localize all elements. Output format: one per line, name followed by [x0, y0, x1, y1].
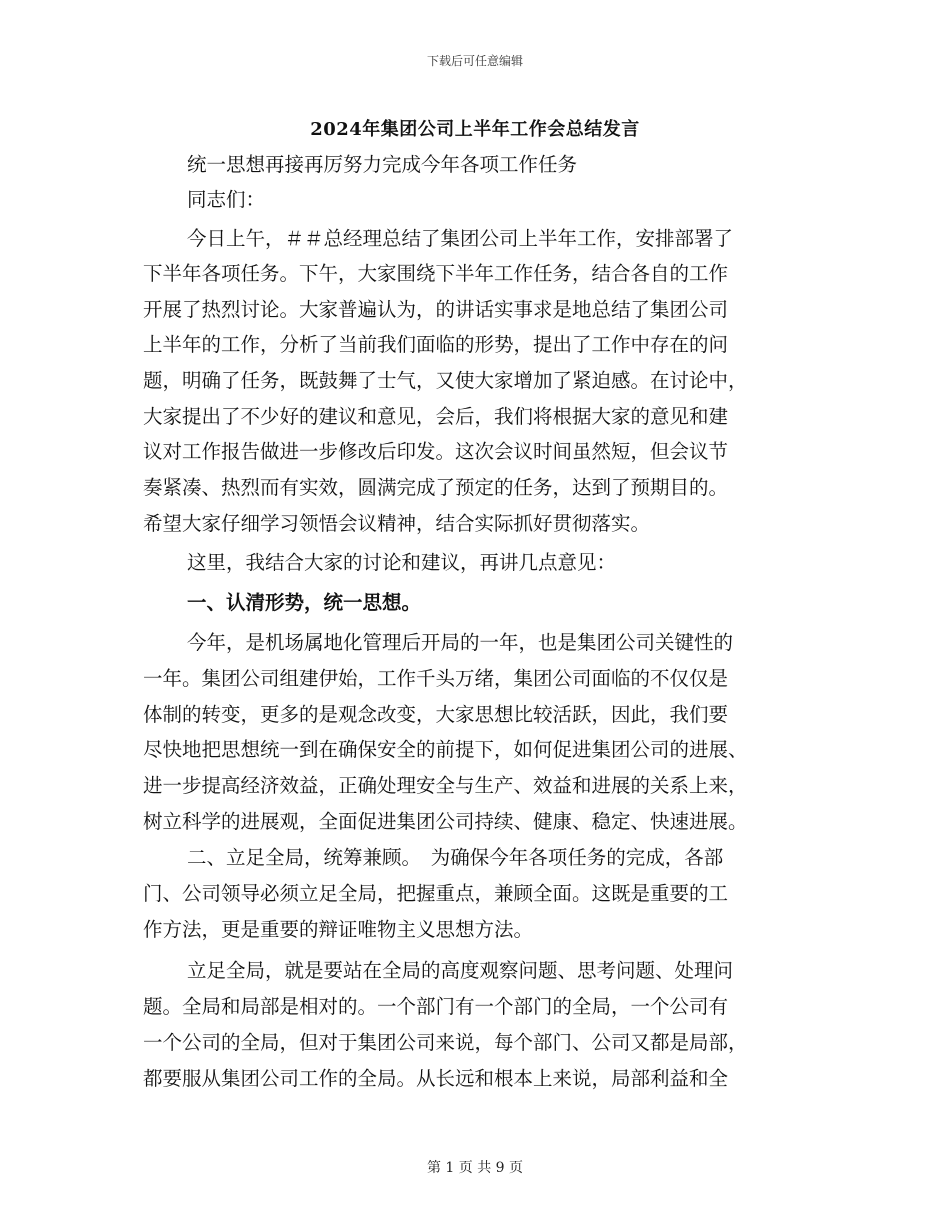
paragraph-line: 题，明确了任务，既鼓舞了士气，又使大家增加了紧迫感。在讨论中， [143, 369, 748, 392]
paragraph-line: 上半年的工作，分析了当前我们面临的形势，提出了工作中存在的问 [143, 333, 729, 356]
paragraph-line: 尽快地把思想统一到在确保安全的前提下，如何促进集团公司的进展、 [143, 738, 748, 761]
paragraph-line: 一年。集团公司组建伊始，工作千头万绪，集团公司面临的不仅仅是 [143, 667, 729, 690]
paragraph-line: 门、公司领导必须立足全局，把握重点，兼顾全面。这既是重要的工 [143, 882, 729, 905]
paragraph-line: 今日上午，＃＃总经理总结了集团公司上半年工作，安排部署了 [187, 227, 734, 250]
paragraph-line: 一个公司的全局，但对于集团公司来说，每个部门、公司又都是局部， [143, 1031, 748, 1054]
page-header: 下载后可任意编辑 [426, 54, 523, 68]
paragraph-line: 下半年各项任务。下午，大家围绕下半年工作任务，结合各自的工作 [143, 262, 729, 285]
paragraph-line: 今年，是机场属地化管理后开局的一年，也是集团公司关键性的 [187, 631, 734, 654]
paragraph-line: 大家提出了不少好的建议和意见，会后，我们将根据大家的意见和建 [143, 405, 729, 428]
paragraph-line: 作方法，更是重要的辩证唯物主义思想方法。 [143, 918, 534, 941]
paragraph-line: 体制的转变，更多的是观念改变，大家思想比较活跃，因此，我们要 [143, 703, 729, 726]
paragraph-line: 立足全局，就是要站在全局的高度观察问题、思考问题、处理问 [187, 959, 734, 982]
paragraph-line: 这里，我结合大家的讨论和建议，再讲几点意见： [187, 551, 617, 574]
document-title: 2024年集团公司上半年工作会总结发言 [310, 119, 640, 140]
salutation-line: 同志们： [187, 188, 266, 211]
paragraph-line: 都要服从集团公司工作的全局。从长远和根本上来说，局部利益和全 [143, 1067, 729, 1090]
paragraph-line: 二、立足全局，统筹兼顾。 为确保今年各项任务的完成，各部 [187, 846, 724, 869]
page-footer: 第 1 页 共 9 页 [426, 1160, 524, 1176]
paragraph-line: 议对工作报告做进一步修改后印发。这次会议时间虽然短，但会议节 [143, 440, 729, 463]
paragraph-line: 奏紧凑、热烈而有实效，圆满完成了预定的任务，达到了预期目的。 [143, 476, 729, 499]
paragraph-line: 进一步提高经济效益，正确处理安全与生产、效益和进展的关系上来， [143, 774, 748, 797]
paragraph-line: 希望大家仔细学习领悟会议精神，结合实际抓好贯彻落实。 [143, 512, 651, 535]
paragraph-line: 开展了热烈讨论。大家普遍认为，的讲话实事求是地总结了集团公司 [143, 298, 729, 321]
subtitle-line: 统一思想再接再厉努力完成今年各项工作任务 [187, 153, 578, 176]
paragraph-line: 题。全局和局部是相对的。一个部门有一个部门的全局，一个公司有 [143, 995, 729, 1018]
section-heading: 一、认清形势，统一思想。 [187, 591, 422, 614]
paragraph-line: 树立科学的进展观，全面促进集团公司持续、健康、稳定、快速进展。 [143, 810, 748, 833]
